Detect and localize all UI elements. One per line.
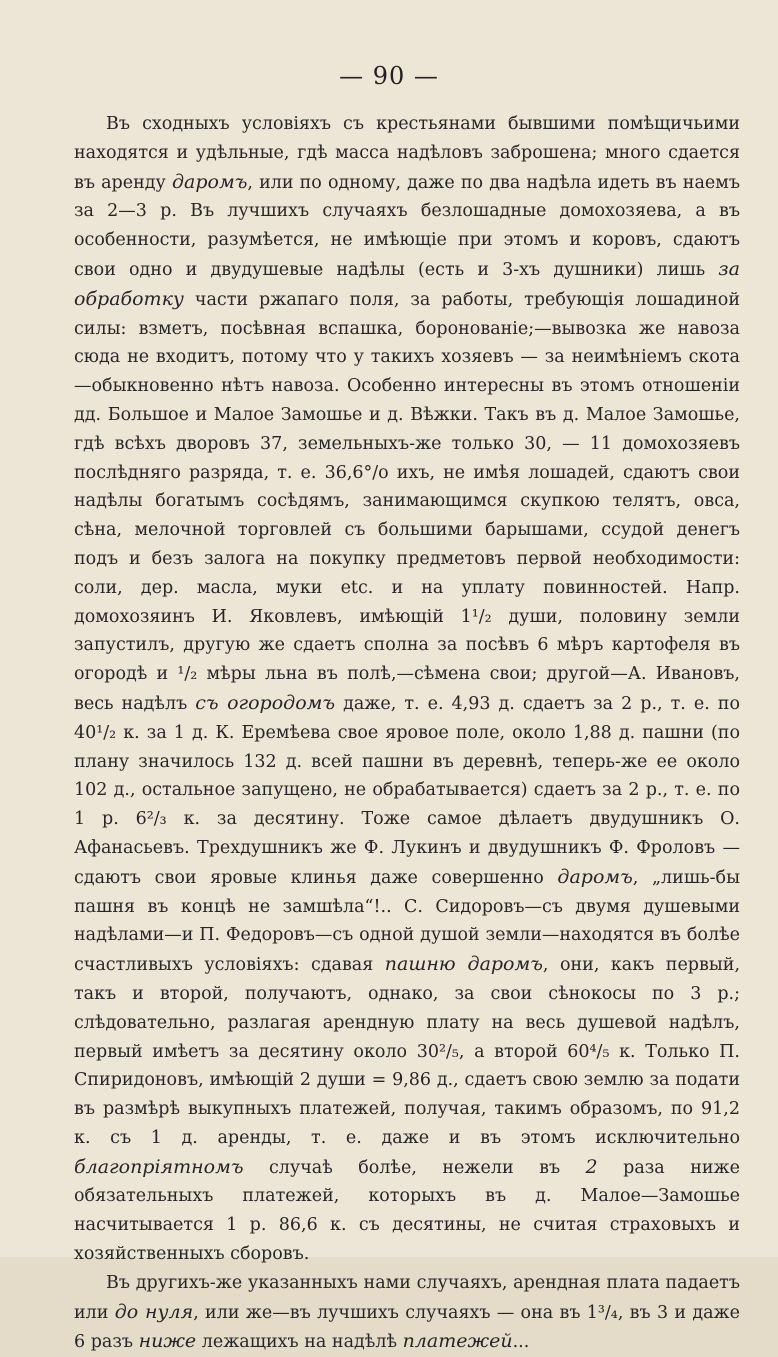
text-run: лежащихъ на надѣлѣ xyxy=(196,1332,403,1353)
text-run: ... xyxy=(512,1332,530,1353)
text-run: даже, т. е. 4,93 д. сдаетъ за 2 р., т. е. по 40¹/₂ к. за 1 д. К. Еремѣева свое яровое поле, около 1,88 д. пашни (по плану значилось 132 д. всей пашни въ деревнѣ, теперь-же ее около 102 д., остальное запущено, не обрабатывается) сдаетъ за 2 р., т. е. по 1 р. 6²/₃ к. за десятину. Тоже самое дѣлаетъ двудушникъ О. Афанасьевъ. Трехдушникъ же Ф. Лукинъ и двудушникъ Ф. Фроловъ — сдаютъ свои яровые клинья даже совершенно xyxy=(74,693,741,888)
emphasis-text: 2 xyxy=(585,1155,598,1178)
emphasis-text: благопріятномъ xyxy=(74,1155,244,1178)
text-run: , они, какъ первый, такъ и второй, получаютъ, однако, за свои сѣнокосы по 3 р.; слѣдовательно, разлагая арендную плату на весь душевой надѣлъ, первый имѣетъ за десятину около 30²/₅, а второй 60⁴/₅ к. Только П. Спиридоновъ, имѣющій 2 души = 9,86 д., сдаетъ свою землю за подати въ размѣрѣ выкупныхъ платежей, получая, такимъ образомъ, по 91,2 к. съ 1 д. аренды, т. е. даже и въ этомъ исключительно xyxy=(74,955,741,1148)
emphasis-text: съ огородомъ xyxy=(195,691,336,714)
text-run: Въ другихъ-же указанныхъ нами случаяхъ, арендная плата падаетъ или xyxy=(74,1272,740,1323)
emphasis-text: платежей xyxy=(402,1330,513,1353)
emphasis-text: ниже xyxy=(138,1330,197,1353)
text-run: , или же—въ лучшихъ случаяхъ — она въ 1³/₄, въ 3 и даже 6 разъ xyxy=(74,1302,740,1353)
text-run: части ржапаго поля, за работы, требующія лошадиной силы: взметъ, посѣвная вспашка, боронованіе;—вывозка же навоза сюда не входитъ, потому что у такихъ хозяевъ — за неимѣніемъ скота—обыкновенно нѣтъ навоза. Особенно интересны въ этомъ отношеніи дд. Большое и Малое Замошье и д. Вѣжки. Такъ въ д. Малое Замошье, гдѣ всѣхъ дворовъ 37, земельныхъ-же только 30, — 11 домохозяевъ послѣдняго разряда, т. е. 36,6°/о ихъ, не имѣя лошадей, сдаютъ свои надѣлы богатымъ сосѣдямъ, занимающимся скупкою телятъ, овса, сѣна, мелочной торговлей съ большими барышами, ссудой денегъ подъ и безъ залога на покупку предметовъ первой необходимости: соли, дер. масла, муки etc. и на уплату повинностей. Напр. домохозяинъ И. Яковлевъ, имѣющій 1¹/₂ души, половину земли запустилъ, другую же сдаетъ сполна за посѣвъ 6 мѣръ картофеля въ огородѣ и ¹/₂ мѣры льна въ полѣ,—сѣмена свои; другой—А. Ивановъ, весь надѣлъ xyxy=(74,289,740,714)
emphasis-text: до нуля xyxy=(114,1300,194,1323)
paragraph-2 xyxy=(74,1269,740,1357)
emphasis-text: за обработку xyxy=(74,257,740,310)
paragraph-1 xyxy=(74,110,740,1269)
text-run: , „лишь-бы пашня въ концѣ не замшѣла“!.. С. Сидоровъ—съ двумя душевыми надѣлами—и П. Федоровъ—съ одной душой земли—находятся въ болѣе счастливыхъ условіяхъ: сдавая xyxy=(74,867,740,976)
text-run: Въ сходныхъ условіяхъ съ крестьянами бывшими помѣщичьими находятся и удѣльные, гдѣ масса надѣловъ заброшена; много сдается въ аренду xyxy=(74,114,740,193)
emphasis-text: пашню даромъ xyxy=(384,953,543,976)
text-run: раза ниже обязательныхъ платежей, которыхъ въ д. Малое—Замошье насчитывается 1 р. 86,6 к. съ десятины, не считая страховыхъ и хозяйственныхъ сборовъ. xyxy=(74,1157,740,1265)
text-run: случаѣ болѣе, нежели въ xyxy=(243,1157,586,1178)
emphasis-text: даромъ xyxy=(171,170,248,193)
body-text xyxy=(74,110,740,1357)
text-run: , или по одному, даже по два надѣла идеть въ наемъ за 2—3 р. Въ лучшихъ случаяхъ безлошадные домохозяева, а въ особенности, разумѣется, не имѣющіе при этомъ и коровъ, сдаютъ свои одно и двудушевые надѣлы (есть и 3-хъ душники) лишь xyxy=(74,172,740,280)
page-number: — 90 — xyxy=(339,62,439,90)
emphasis-text: даромъ xyxy=(557,865,633,888)
